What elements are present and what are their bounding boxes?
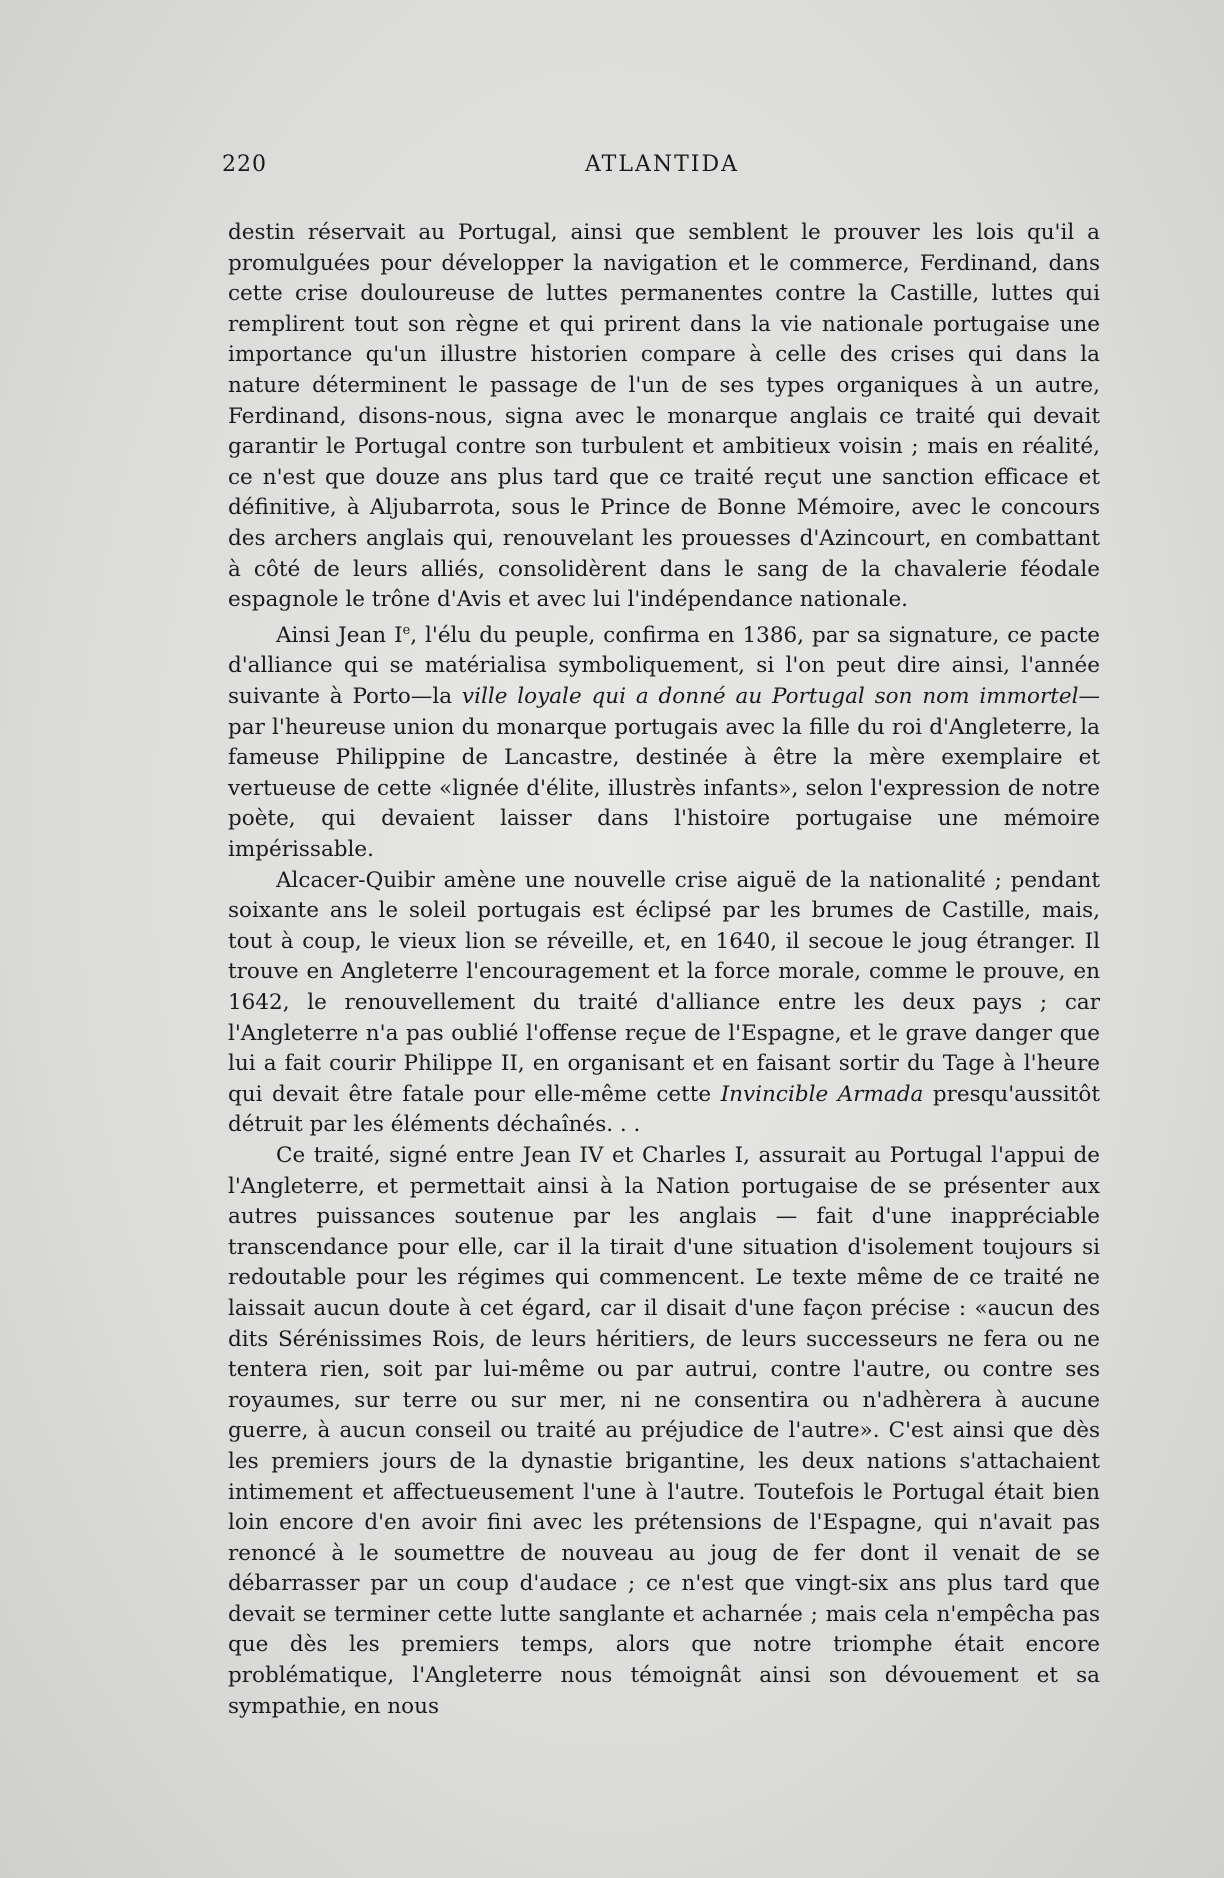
- page-header: [222, 152, 1102, 188]
- text-run: destin réservait au Portugal, ainsi que semblent le prouver les lois qu'il a promulguées pour développer la navigation et le commerce, Ferdinand, dans cette crise douloureuse de luttes permanentes contre la Castille, luttes qui remplirent tout son règne et qui prirent dans la vie nationale portugaise une importance qu'un illustre historien compare à celle des crises qui dans la nature déterminent le passage de l'un de ses types organiques à un autre, Ferdinand, disons-nous, signa avec le monarque anglais ce traité qui devait garantir le Portugal contre son turbulent et ambitieux voisin ; mais en réalité, ce n'est que douze ans plus tard que ce traité reçut une sanction efficace et définitive, à Aljubarrota, sous le Prince de Bonne Mémoire, avec le concours des archers anglais qui, renouvelant les prouesses d'Azincourt, en combattant à côté de leurs alliés, consolidèrent dans le sang de la chavalerie féodale espagnole le trône d'Avis et avec lui l'indépendance nationale.: [228, 220, 1100, 613]
- paragraph: [228, 1141, 1100, 1722]
- italic-text: ville loyale qui a donné au Portugal son nom immortel: [461, 684, 1079, 710]
- body-text: [228, 218, 1100, 1722]
- paragraph: [228, 616, 1100, 866]
- text-run: Alcacer-Quibir amène une nouvelle crise aiguë de la nationalité ; pendant soixante ans le soleil portugais est éclipsé par les brumes de Castille, mais, tout à coup, le vieux lion se réveille, et, en 1640, il secoue le joug étranger. Il trouve en Angleterre l'encouragement et la force morale, comme le prouve, en 1642, le renouvellement du traité d'alliance entre les deux pays ; car l'Angleterre n'a pas oublié l'offense reçue de l'Espagne, et le grave danger que lui a fait courir Philippe II, en organisant et en faisant sortir du Tage à l'heure qui devait être fatale pour elle-même cette: [228, 867, 1100, 1107]
- text-run: , l'élu du peuple, confirma en 1386, par sa signature, ce pacte d'alliance qui se matérialisa symboliquement, si l'on peut dire ainsi, l'année suivante à Porto—la: [228, 622, 1100, 710]
- text-run: presqu'aussitôt détruit par les éléments déchaînés. . .: [228, 1081, 1100, 1138]
- running-title: ATLANTIDA: [585, 152, 739, 177]
- text-run: e: [402, 622, 411, 638]
- text-run: Ainsi Jean I: [276, 622, 403, 648]
- paragraph: [228, 218, 1100, 616]
- text-run: Ce traité, signé entre Jean IV et Charles I, assurait au Portugal l'appui de l'Angleterre, et permettait ainsi à la Nation portugaise de se présenter aux autres puissances soutenue par les anglais — fait d'une inappréciable transcendance pour elle, car il la tirait d'une situation d'isolement toujours si redoutable pour les régimes qui commencent. Le texte même de ce traité ne laissait aucun doute à cet égard, car il disait d'une façon précise : «aucun des dits Sérénissimes Rois, de leurs héritiers, de leurs successeurs ne fera ou ne tentera rien, soit par lui-même ou par autrui, contre l'autre, ou contre ses royaumes, sur terre ou sur mer, ni ne consentira ou n'adhèrera à aucune guerre, à aucun conseil ou traité au préjudice de l'autre». C'est ainsi que dès les premiers jours de la dynastie brigantine, les deux nations s'attachaient intimement et affectueusement l'une à l'autre. Toutefois le Portugal était bien loin encore d'en avoir fini avec les prétensions de l'Espagne, qui n'avait pas renoncé à le soumettre de nouveau au joug de fer dont il venait de se débarrasser par un coup d'audace ; ce n'est que vingt-six ans plus tard que devait se terminer cette lutte sanglante et acharnée ; mais cela n'empêcha pas que dès les premiers temps, alors que notre triomphe était encore problématique, l'Angleterre nous témoignât ainsi son dévouement et sa sympathie, en nous: [228, 1142, 1100, 1719]
- italic-text: Invincible Armada: [720, 1081, 924, 1107]
- text-run: — par l'heureuse union du monarque portugais avec la fille du roi d'Angleterre, la fameuse Philippine de Lancastre, destinée à être la mère exemplaire et vertueuse de cette «lignée d'élite, illustrès infants», selon l'expression de notre poète, qui devaient laisser dans l'histoire portugaise une mémoire impérissable.: [228, 684, 1100, 863]
- paragraph: [228, 866, 1100, 1141]
- page-number: 220: [222, 152, 267, 177]
